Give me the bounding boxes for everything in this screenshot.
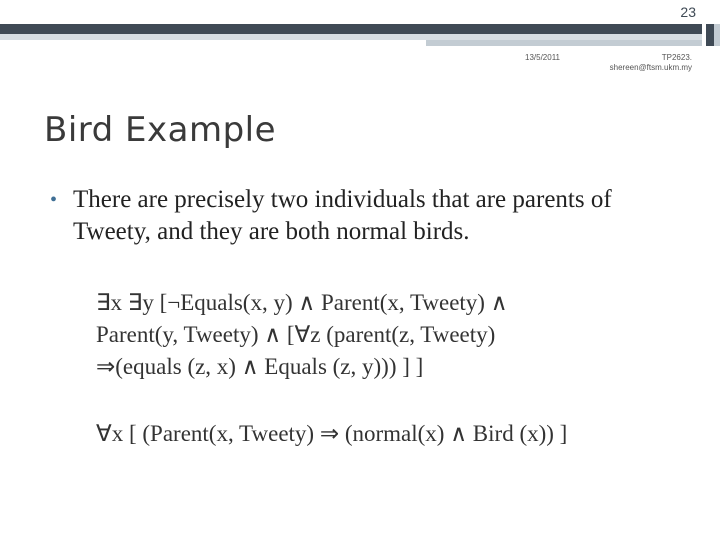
bullet-item <box>52 184 652 248</box>
course-info <box>610 53 692 73</box>
header-strip-dark <box>706 24 714 46</box>
slide-date: 13/5/2011 <box>525 53 560 62</box>
header-strip-light <box>714 24 720 46</box>
slide-title: Bird Example <box>44 110 277 150</box>
course-code: TP2623. <box>661 53 692 62</box>
formula-universal-line: ∀x [ (Parent(x, Tweety) ⇒ (normal(x) ∧ Bird (x)) ] <box>96 421 568 446</box>
bullet-marker: • <box>50 189 58 211</box>
formula-line-3: ⇒(equals (z, x) ∧ Equals (z, y))) ] ] <box>96 354 424 379</box>
formula-existential <box>96 287 696 383</box>
formula-line-2: Parent(y, Tweety) ∧ [∀z (parent(z, Tweety) <box>96 322 496 347</box>
formula-universal <box>96 419 706 449</box>
header-bar-dark <box>0 24 702 34</box>
page-number: 23 <box>680 4 696 20</box>
header-bar-accent <box>426 40 702 46</box>
formula-line-1: ∃x ∃y [¬Equals(x, y) ∧ Parent(x, Tweety) ∧ <box>96 290 508 315</box>
author-email: shereen@ftsm.ukm.my <box>609 63 692 72</box>
bullet-text: There are precisely two individuals that are parents of Tweety, and they are both normal birds. <box>73 186 612 245</box>
